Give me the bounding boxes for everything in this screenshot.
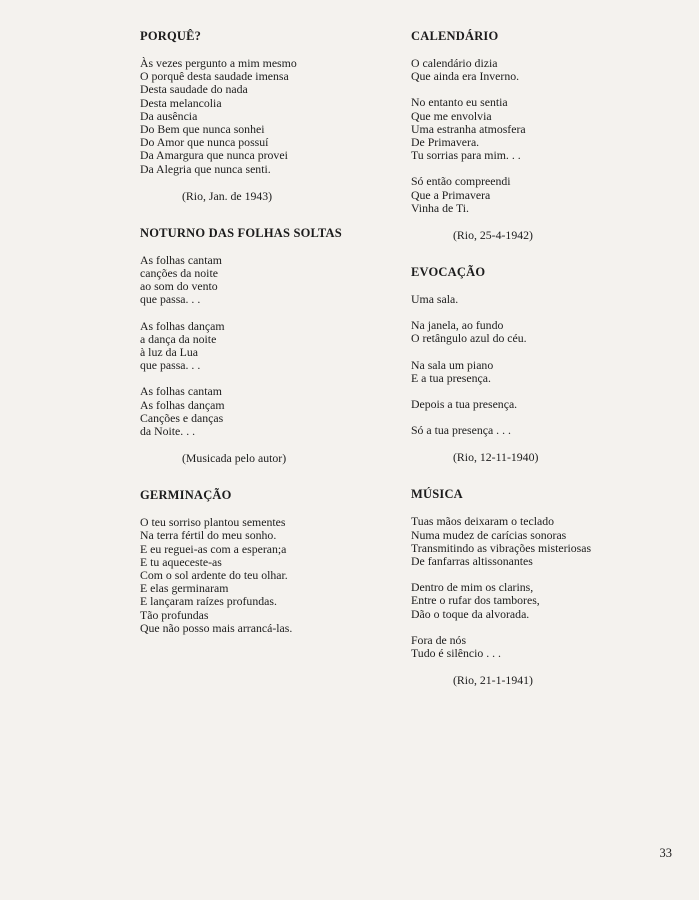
- poem-title: NOTURNO DAS FOLHAS SOLTAS: [140, 225, 342, 240]
- verse-line: Fora de nós: [411, 632, 467, 647]
- verse-line: Depois a tua presença.: [411, 397, 518, 412]
- stanza: [411, 581, 651, 621]
- verse-line: ao som do vento: [140, 279, 218, 294]
- verse-line: O teu sorriso plantou sementes: [140, 515, 286, 530]
- verse-line: Desta saudade do nada: [140, 82, 248, 97]
- stanza: [411, 175, 651, 215]
- poem-title: CALENDÁRIO: [411, 29, 499, 43]
- verse-line: As folhas dançam: [140, 397, 225, 412]
- verse-line: E eu reguei-as com a esperan;a: [140, 541, 287, 556]
- verse-line: Numa mudez de carícias sonoras: [411, 527, 567, 542]
- stanza: [411, 398, 651, 411]
- verse-line: Na terra fértil do meu sonho.: [140, 528, 277, 543]
- verse-line: Vinha de Ti.: [411, 200, 469, 215]
- verse-line: Transmitindo as vibrações misteriosas: [411, 540, 592, 555]
- verse-line: E lançaram raízes profundas.: [140, 594, 277, 609]
- verse-line: Canções e danças: [140, 410, 224, 425]
- verse-line: Com o sol ardente do teu olhar.: [140, 568, 288, 583]
- stanza: [140, 57, 370, 176]
- verse-line: Uma sala.: [411, 292, 459, 307]
- verse-line: As folhas cantam: [140, 252, 222, 267]
- verse-line: E a tua presença.: [411, 370, 491, 385]
- verse-line: Tudo é silêncio . . .: [411, 646, 502, 661]
- verse-line: Que me envolvia: [411, 108, 492, 123]
- verse-line: Uma estranha atmosfera: [411, 121, 526, 136]
- stanza: [411, 96, 651, 162]
- stanza: [411, 515, 651, 568]
- stanza: [411, 293, 651, 306]
- verse-line: Às vezes pergunto a mim mesmo: [140, 56, 297, 70]
- verse-line: Só a tua presença . . .: [411, 423, 511, 438]
- verse-line: Tão profundas: [140, 607, 209, 622]
- verse-line: Que a Primavera: [411, 187, 491, 202]
- poem-title: PORQUÊ?: [140, 29, 202, 43]
- stanza: [411, 359, 651, 385]
- poem-footnote: (Musicada pelo autor): [182, 451, 287, 466]
- verse-line: que passa. . .: [140, 358, 201, 373]
- poem-musica: [411, 486, 651, 687]
- verse-line: Da Alegria que nunca senti.: [140, 161, 271, 176]
- verse-line: Da Amargura que nunca provei: [140, 148, 288, 163]
- verse-line: Só então compreendi: [411, 174, 511, 189]
- verse-line: Na janela, ao fundo: [411, 318, 504, 333]
- verse-line: O porquê desta saudade imensa: [140, 69, 289, 84]
- verse-line: O retângulo azul do céu.: [411, 331, 527, 346]
- stanza: [411, 634, 651, 660]
- stanza: [140, 320, 370, 373]
- verse-line: Tuas mãos deixaram o teclado: [411, 514, 555, 529]
- stanza: [140, 516, 370, 635]
- verse-line: Dão o toque da alvorada.: [411, 606, 530, 621]
- page-number: 33: [659, 846, 672, 860]
- poem-evocacao: [411, 264, 651, 464]
- verse-line: Dentro de mim os clarins,: [411, 580, 534, 595]
- verse-line: Que não posso mais arrancá-las.: [140, 620, 293, 635]
- right-column: [411, 28, 651, 687]
- verse-line: As folhas dançam: [140, 318, 225, 333]
- verse-line: De Primavera.: [411, 135, 480, 150]
- verse-line: Tu sorrias para mim. . .: [411, 148, 521, 163]
- verse-line: De fanfarras altissonantes: [411, 554, 533, 569]
- verse-line: canções da noite: [140, 266, 218, 281]
- verse-line: Na sala um piano: [411, 357, 494, 372]
- verse-line: Do Bem que nunca sonhei: [140, 122, 265, 137]
- poem-porque: [140, 28, 370, 203]
- poem-calendario: [411, 28, 651, 242]
- stanza: [411, 424, 651, 437]
- verse-line: Que ainda era Inverno.: [411, 69, 520, 84]
- poem-title: EVOCAÇÃO: [411, 265, 486, 280]
- verse-line: As folhas cantam: [140, 384, 222, 399]
- verse-line: a dança da noite: [140, 331, 217, 346]
- stanza: [411, 57, 651, 83]
- poem-footnote: (Rio, 21-1-1941): [453, 673, 533, 688]
- poem-noturno-das-folhas-soltas: [140, 225, 370, 465]
- stanza: [140, 254, 370, 307]
- verse-line: que passa. . .: [140, 292, 201, 307]
- verse-line: Entre o rufar dos tambores,: [411, 593, 540, 608]
- verse-line: E tu aqueceste-as: [140, 554, 222, 569]
- verse-line: No entanto eu sentia: [411, 95, 508, 110]
- verse-line: Desta melancolia: [140, 95, 222, 110]
- stanza: [140, 385, 370, 438]
- verse-line: Do Amor que nunca possuí: [140, 135, 269, 150]
- poem-germinacao: [140, 487, 370, 635]
- poem-title: MÚSICA: [411, 487, 463, 502]
- poem-footnote: (Rio, 12-11-1940): [453, 450, 539, 465]
- left-column: [140, 28, 370, 648]
- verse-line: O calendário dizia: [411, 56, 498, 70]
- stanza: [411, 319, 651, 345]
- poem-title: GERMINAÇÃO: [140, 488, 232, 503]
- verse-line: E elas germinaram: [140, 581, 229, 596]
- poem-footnote: (Rio, Jan. de 1943): [182, 188, 273, 203]
- verse-line: da Noite. . .: [140, 424, 196, 439]
- verse-line: à luz da Lua: [140, 345, 198, 360]
- verse-line: Da ausência: [140, 108, 198, 123]
- poem-footnote: (Rio, 25-4-1942): [453, 228, 533, 243]
